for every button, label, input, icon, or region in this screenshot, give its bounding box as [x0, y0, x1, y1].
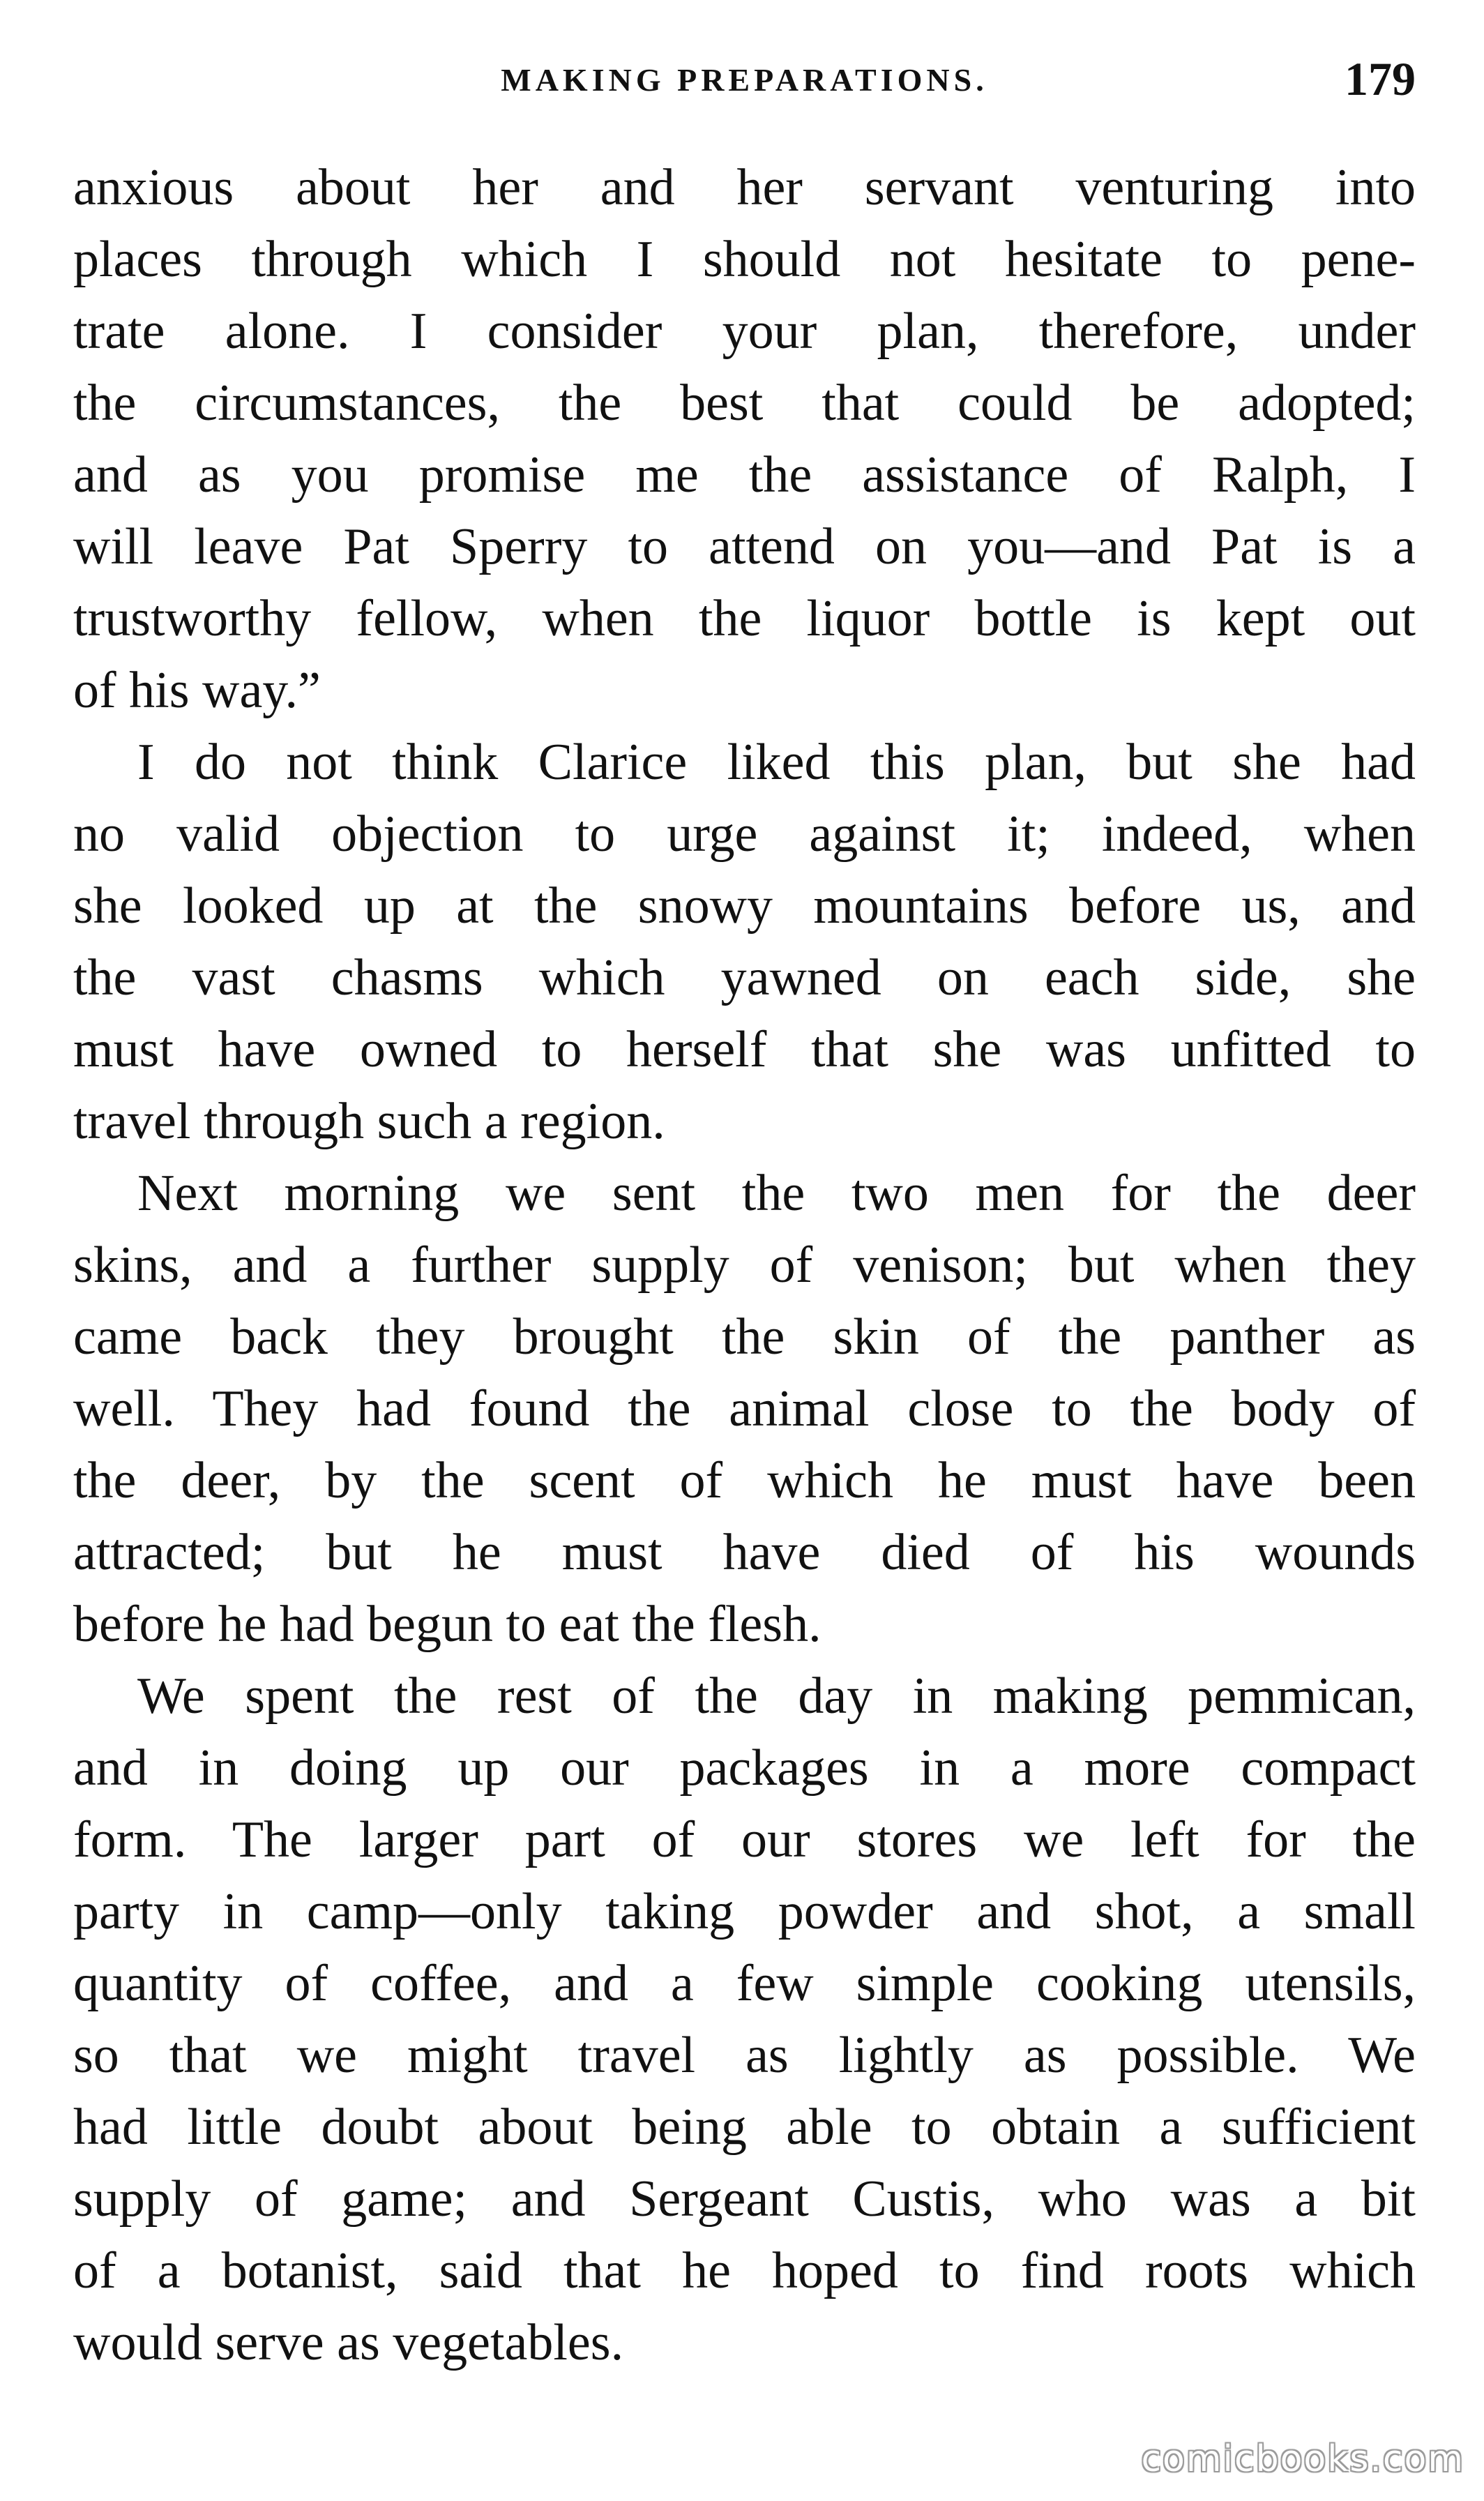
- text-line: travel through such a region.: [73, 1093, 665, 1150]
- text-line: came back they brought the skin of the panther as: [73, 1308, 1416, 1366]
- text-line: the vast chasms which yawned on each side, she: [73, 949, 1416, 1006]
- text-line: so that we might travel as lightly as possible. We: [73, 2027, 1416, 2084]
- paragraph-3: [73, 1158, 1416, 1661]
- text-line: she looked up at the snowy mountains before us, and: [73, 877, 1416, 935]
- text-line: skins, and a further supply of venison; but when they: [73, 1237, 1416, 1294]
- body-text: [73, 152, 1416, 2379]
- text-line: well. They had found the animal close to the body of: [73, 1380, 1416, 1437]
- text-line: quantity of coffee, and a few simple cooking utensils,: [73, 1955, 1416, 2012]
- text-line: and as you promise me the assistance of Ralph, I: [73, 446, 1416, 504]
- text-line: Next morning we sent the two men for the deer: [137, 1165, 1416, 1222]
- text-line: form. The larger part of our stores we left for the: [73, 1811, 1416, 1868]
- paragraph-1: [73, 152, 1416, 727]
- paragraph-2: [73, 727, 1416, 1158]
- text-line: would serve as vegetables.: [73, 2314, 624, 2371]
- paragraph-4: [73, 1661, 1416, 2379]
- running-title: MAKING PREPARATIONS.: [501, 62, 988, 98]
- text-line: will leave Pat Sperry to attend on you—and Pat is a: [73, 518, 1416, 575]
- text-line: anxious about her and her servant venturing into: [73, 159, 1416, 216]
- running-head: [73, 42, 1416, 119]
- text-line: before he had begun to eat the flesh.: [73, 1596, 821, 1653]
- text-line: no valid objection to urge against it; indeed, when: [73, 806, 1416, 863]
- text-line: places through which I should not hesitate to pene-: [73, 231, 1416, 288]
- text-line: party in camp—only taking powder and shot, a small: [73, 1883, 1416, 1940]
- text-line: the deer, by the scent of which he must have been: [73, 1452, 1416, 1509]
- watermark: comicbooks.com: [1141, 2438, 1464, 2480]
- text-line: of his way.”: [73, 662, 321, 719]
- text-line: had little doubt about being able to obtain a sufficient: [73, 2099, 1416, 2156]
- text-line: of a botanist, said that he hoped to find roots which: [73, 2242, 1416, 2299]
- text-line: I do not think Clarice liked this plan, but she had: [137, 734, 1416, 791]
- text-line: and in doing up our packages in a more compact: [73, 1739, 1416, 1797]
- text-line: the circumstances, the best that could be adopted;: [73, 375, 1416, 432]
- text-line: supply of game; and Sergeant Custis, who was a bit: [73, 2170, 1416, 2228]
- text-line: attracted; but he must have died of his wounds: [73, 1524, 1416, 1581]
- page-number: 179: [1345, 52, 1416, 105]
- text-line: trustworthy fellow, when the liquor bottle is kept out: [73, 590, 1416, 647]
- text-line: We spent the rest of the day in making pemmican,: [137, 1668, 1416, 1725]
- text-line: trate alone. I consider your plan, therefore, under: [73, 303, 1416, 360]
- text-line: must have owned to herself that she was unfitted to: [73, 1021, 1416, 1078]
